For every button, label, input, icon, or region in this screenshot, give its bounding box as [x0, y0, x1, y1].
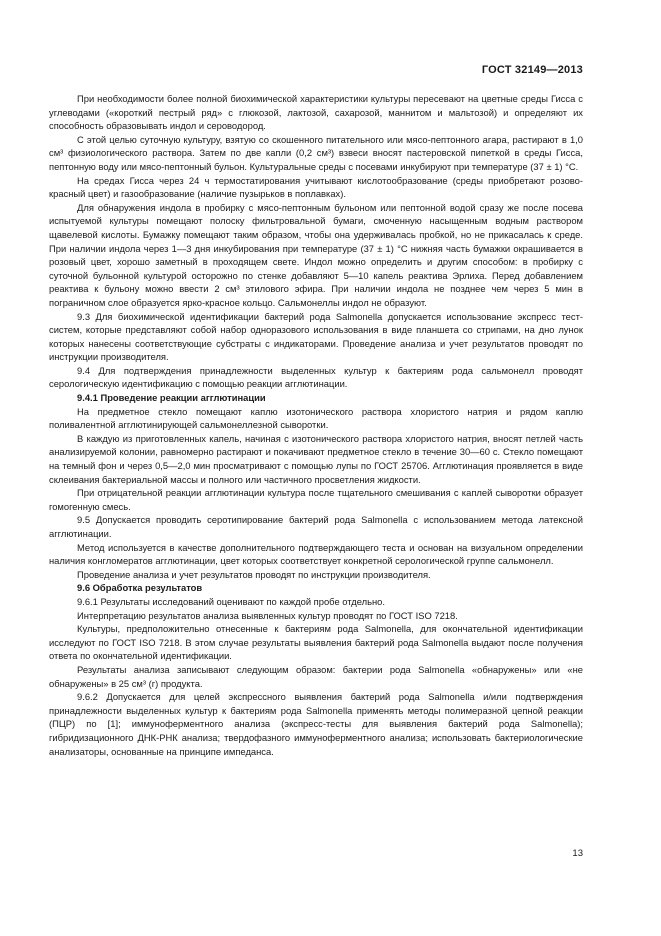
paragraph: Проведение анализа и учет результатов проводят по инструкции производителя.: [77, 568, 431, 580]
paragraph: 9.6.2 Допускается для целей экспрессного выявления бактерий рода Salmonella и/или подтверждения принадлежности выделенных культур к бактериям рода Salmonella применять методы полимеразной цепной реакции (ПЦР) по [1]; иммуноферментного анализа (экспресс-тесты для выявления бактерий рода Salmonella); гибридизационного ДНК-РНК анализа; твердофазного иммуноферментного анализа; использовать бактериологические анализаторы, основанные на принципе импеданса.: [49, 691, 583, 757]
section-heading-9-6: 9.6 Обработка результатов: [77, 582, 203, 594]
document-body: [49, 92, 583, 758]
paragraph: 9.5 Допускается проводить серотипирование бактерий рода Salmonella с использованием метода латексной агглютинации.: [49, 514, 583, 539]
paragraph: 9.3 Для биохимической идентификации бактерий рода Salmonella допускается использование экспресс тест-систем, которые представляют собой набор одноразового использования в виде планшета со стрипами, на дно лунок которых нанесены соответствующие субстраты с индикаторами. Проведение анализа и учет результатов проводят по инструкции производителя.: [49, 310, 583, 363]
paragraph: Метод используется в качестве дополнительного подтверждающего теста и основан на визуальном определении наличия конгломератов агглютинации, цвет которых соответствует конкретной серологической группе сальмонелл.: [49, 541, 583, 567]
section-heading-9-4-1: 9.4.1 Проведение реакции агглютинации: [77, 392, 266, 404]
paragraph: На предметное стекло помещают каплю изотонического раствора хлористого натрия и рядом каплю поливалентной агглютинирующей сальмонеллезной сыворотки.: [49, 405, 583, 431]
paragraph: При необходимости более полной биохимической характеристики культуры пересевают на цветные среды Гисса с углеводами («короткий пестрый ряд» с глюкозой, лактозой, сахарозой, маннитом и мальтозой) и определяют их способность образовывать индол и сероводород.: [49, 93, 583, 132]
paragraph: В каждую из приготовленных капель, начиная с изотонического раствора хлористого натрия, вносят петлей часть анализируемой колонии, равномерно растирают и покачивают предметное стекло в течение 30—60 с. Стекло помещают на темный фон и через 0,5—2,0 мин просматривают с помощью лупы по ГОСТ 25706. Агглютинация проявляется в виде склеивания бактериальной массы и полного или частичного просветления жидкости.: [49, 432, 583, 485]
page-number: 13: [572, 848, 583, 859]
standard-header: ГОСТ 32149—2013: [481, 64, 583, 76]
paragraph: 9.4 Для подтверждения принадлежности выделенных культур к бактериям рода сальмонелл проводят серологическую идентификацию с помощью реакции агглютинации.: [49, 364, 583, 390]
paragraph: Результаты анализа записывают следующим образом: бактерии рода Salmonella «обнаружены» или «не обнаружены» в 25 см³ (г) продукта.: [49, 663, 583, 689]
paragraph: 9.6.1 Результаты исследований оценивают по каждой пробе отдельно.: [77, 595, 385, 607]
paragraph: При отрицательной реакции агглютинации культура после тщательного смешивания с каплей сыворотки образует гомогенную смесь.: [49, 487, 583, 512]
paragraph: На средах Гисса через 24 ч термостатирования учитывают кислотообразование (среды приобретают розово-красный цвет) и газообразование (наличие пузырьков в поплавках).: [49, 174, 583, 200]
paragraph: Культуры, предположительно отнесенные к бактериям рода Salmonella, для окончательной идентификации исследуют по ГОСТ ISO 7218. В этом случае результаты выявления бактерий рода Salmonella выдают после получения ответа по окончательной идентификации.: [49, 623, 583, 662]
paragraph: Интерпретацию результатов анализа выявленных культур проводят по ГОСТ ISO 7218.: [77, 609, 458, 621]
paragraph: С этой целью суточную культуру, взятую со скошенного питательного или мясо-пептонного агара, растирают в 1,0 см³ физиологического раствора. Затем по две капли (0,2 см³) взвеси вносят пастеровской пипеткой в среды Гисса, пептонную воду или мясо-пептонный бульон. Культуральные среды с посевами инкубируют при температуре (37 ± 1) °С.: [49, 133, 583, 172]
paragraph: Для обнаружения индола в пробирку с мясо-пептонным бульоном или пептонной водой сразу же после посева испытуемой культуры помещают полоску фильтровальной бумаги, смоченную насыщенным водным раствором щавелевой кислоты. Бумажку помещают таким образом, чтобы она удерживалась пробкой, но не прикасалась к среде. При наличии индола через 1—3 дня инкубирования при температуре (37 ± 1) °С нижняя часть бумажки окрашивается в розовый цвет, хорошо заметный в проходящем свете. Индол можно определить и другим способом: в пробирку с суточной бульонной культурой осторожно по стенке добавляют 5—10 капель реактива Эрлиха. Перед добавлением реактива к бульону можно ввести 2 см³ этилового эфира. При наличии индола не позднее чем через 5 мин в пограничном слое образуется ярко-красное кольцо. Сальмонеллы индол не образуют.: [49, 201, 583, 308]
